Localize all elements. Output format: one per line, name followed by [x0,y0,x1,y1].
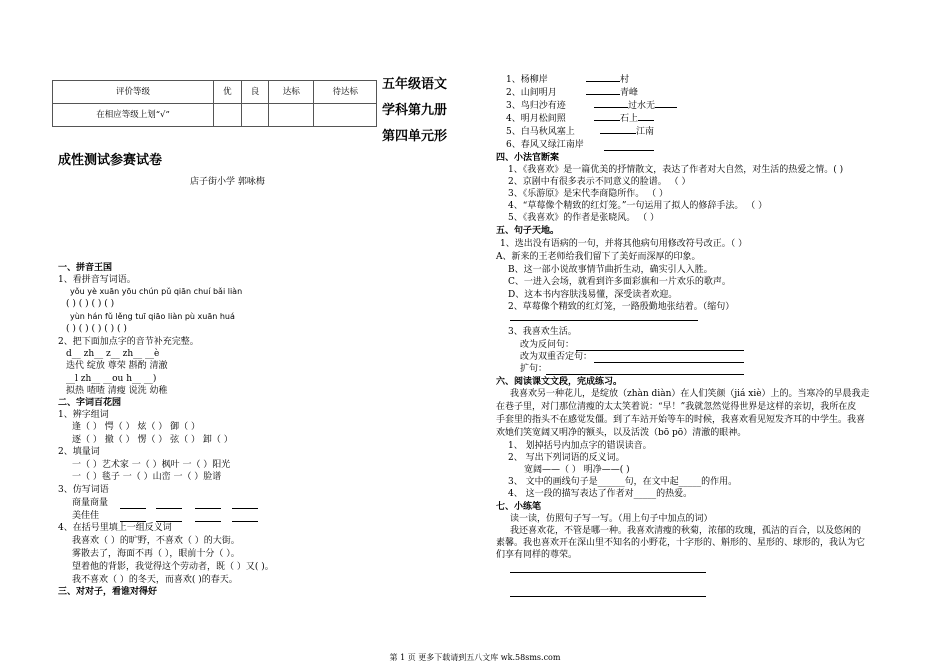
answer-line[interactable] [594,362,744,363]
passage-line: 欢她们笑宽阔又明净的额头，以及活泼（bō pō）清澈的眼神。 [496,428,747,438]
answer-line[interactable] [576,350,744,351]
judge-item[interactable]: 1、《我喜欢》是一篇优美的抒情散文，表达了作者对大自然，对生活的热爱之情。( ) [508,165,844,175]
s2-row[interactable]: 我喜欢（ ）的旷野，不喜欢（ ）的大街。 [72,536,240,546]
passage-line: 手套里的指头不在感觉发僵。到了车站开始等车的时候，我喜欢看见短发齐耳的中学生。我喜 [496,415,866,425]
s7-intro: 读一读，仿照句子写一写。（用上句子中加点的词） [510,514,713,524]
s5-option: D、这本书内容肤浅易懂，深受读者欢迎。 [508,290,678,300]
s5-q3b: 改为双重否定句： [520,352,593,362]
s6-q2a[interactable]: 宽阔——（ ） 明净——( ) [524,465,630,475]
answer-line[interactable] [546,374,744,375]
s2-row[interactable]: 逢（ ） 愕（ ） 炫（ ） 御（ ） [72,422,201,432]
s2-heading: 二、字词百花园 [58,398,122,408]
grade-cell[interactable] [214,104,242,127]
couplet-blank[interactable] [638,120,654,121]
couplet-item: 3、鸟归沙有迹 [506,101,566,111]
s2-row: 商量商量 [72,498,109,508]
answer-brackets[interactable]: ( ) ( ) ( ) ( ) [66,299,115,309]
word-row: 迭代 绽放 尊荣 斟酌 清澈 [66,361,168,371]
s2-row[interactable]: 雾散去了，海面不再（ ），眼前十分（ ）。 [72,549,240,559]
title-line-1: 五年级语文 [382,77,448,92]
word-row: 拟热 喳喳 清瘦 说洗 幼稚 [66,386,168,396]
couplet-answer: 青峰 [620,88,639,98]
syllable-row[interactable]: d__ zh__ z__ zh__ __è [66,349,160,359]
couplet-blank[interactable] [600,133,636,134]
judge-item[interactable]: 2、京剧中有很多表示不同意义的脸谱。 （ ） [508,177,691,187]
s2-q3: 3、仿写词语 [58,485,109,495]
couplet-blank[interactable] [594,120,620,121]
title-line-2: 学科第九册 [382,103,448,118]
grade-header: 待达标 [314,81,377,104]
grade-cell[interactable] [314,104,377,127]
s4-heading: 四、小法官断案 [496,153,560,163]
s2-row[interactable]: 我不喜欢（ ）的冬天，而喜欢( )的春天。 [72,575,238,585]
judge-item[interactable]: 5、《我喜欢》的作者是张晓风。 （ ） [508,213,659,223]
s6-q2: 2、 写出下列词语的反义词。 [508,453,625,463]
s6-q1: 1、 划掉括号内加点字的错误读音。 [508,441,652,451]
s1-q1: 1、看拼音写词语。 [58,275,136,285]
grade-cell[interactable] [269,104,314,127]
s6-heading: 六、阅读课文文段，完成练习。 [496,377,623,387]
page-footer: 第 1 页 更多下载请到五八文库 wk.58sms.com [389,653,561,662]
pinyin-row: yǒu yè xuān yōu chún pǔ qiān chuí bǎi liàn [70,287,243,296]
couplet-item: 2、山间明月 [506,88,557,98]
s2-q4: 4、在括号里填上一组反义词 [58,523,172,533]
couplet-blank[interactable] [594,107,628,108]
s5-option: A、新来的王老师给我们留下了美好而深厚的印象。 [496,252,701,262]
answer-line[interactable] [510,320,698,321]
grade-row-label: 在相应等级上划“√” [53,104,214,127]
couplet-answer: 村 [620,75,630,85]
s7-passage-line: 们享有同样的尊荣。 [496,550,578,560]
judge-item[interactable]: 4、“草莓像个精致的红灯笼。”一句运用了拟人的修辞手法。 （ ） [508,201,768,211]
title-line-3: 第四单元形 [382,129,448,144]
s2-row[interactable]: 逐（ ） 撤（ ） 愣（ ） 弦（ ） 卸（ ） [72,435,233,445]
s6-q4[interactable]: 4、 这一段的描写表达了作者对_____的热爱。 [508,489,693,499]
grade-header: 优 [214,81,242,104]
s6-q3[interactable]: 3、 文中的画线句子是______句，在文中起_____的作用。 [508,477,738,487]
s7-passage-line: 素馨。我也喜欢开在深山里不知名的小野花，十字形的、斛形的、星形的、球形的，我认为它 [496,538,866,548]
couplet-blank[interactable] [586,81,620,82]
s7-passage-line: 我还喜欢花，不管是哪一种。我喜欢清瘦的秋菊，浓郁的玫瑰，孤洁的百合，以及悠闲的 [510,526,862,536]
writing-line[interactable] [510,596,706,597]
grade-table [52,80,377,127]
s2-row[interactable]: 一（ ）艺术家 一（ ）枫叶 一（ ）阳光 [72,460,231,470]
judge-item[interactable]: 3、《乐游原》是宋代李商隐所作。 （ ） [508,189,668,199]
pinyin-row: yùn hán fǔ lěng tuī qiāo liàn pù xuān huá [70,312,235,321]
grade-header: 达标 [269,81,314,104]
answer-brackets[interactable]: ( ) ( ) ( ) ( ) ( ) [66,324,127,334]
passage-line: 我喜欢另一种花儿，是绽放（zhàn diàn）在人们笑颜（jiá xiè）上的。当寒冷的早晨我走 [510,389,870,399]
s5-q3a: 改为反问句： [520,340,575,350]
couplet-blank[interactable] [655,107,677,108]
couplet-answer: 江南 [636,127,655,137]
couplet-item: 6、春风又绿江南岸 [506,140,584,150]
s5-option: C、一进入会场，就看到许多面彩旗和一片欢乐的歌声。 [508,277,731,287]
couplet-item: 5、白马秋风塞上 [506,127,575,137]
s5-heading: 五、句子天地。 [496,226,560,236]
couplet-item: 4、明月松间照 [506,114,566,124]
grade-header: 评价等级 [53,81,214,104]
grade-cell[interactable] [241,104,269,127]
passage-line: 在巷子里，对门那位清瘦的太太笑着说：“早！”我就忽然觉得世界是这样的亲切，我所在皮 [496,402,857,412]
writing-line[interactable] [510,572,706,573]
s3-heading: 三、对对子，看谁对得好 [58,587,158,597]
s2-q1: 1、辨字组词 [58,410,109,420]
s2-row[interactable]: 望着他的背影，我觉得这个劳动者，既（ ）又( )。 [72,562,274,572]
s2-row: 美佳佳 [72,511,100,521]
s5-q1[interactable]: 1、选出没有语病的一句，并将其他病句用修改符号改正。（ ） [500,239,748,249]
subtitle: 成性测试参赛试卷 [58,153,163,168]
s5-q2: 2、草莓像个精致的红灯笼，一路殷勤地张结着。（缩句） [508,302,735,312]
couplet-answer: 过水无 [628,101,656,111]
couplet-item: 1、杨柳岸 [506,75,548,85]
s2-row[interactable]: 一（ ）毯子 一（ ）山峦 一（ ）脸谱 [72,472,222,482]
grade-header: 良 [241,81,269,104]
s7-heading: 七、小练笔 [496,502,542,512]
s5-q3: 3、我喜欢生活。 [508,327,577,337]
syllable-row[interactable]: __l zh__ __ou h__ __) [66,374,157,384]
couplet-blank[interactable] [586,94,620,95]
author: 店子街小学 郭咏梅 [190,177,265,187]
s1-q2: 2、把下面加点字的音节补充完整。 [58,337,199,347]
s5-option: B、这一部小说故事情节曲折生动，确实引人入胜。 [508,265,713,275]
couplet-answer: 石上 [620,114,639,124]
s2-q2: 2、填量词 [58,447,100,457]
s1-heading: 一、拼音王国 [58,263,113,273]
s5-q3c: 扩句： [520,364,548,374]
